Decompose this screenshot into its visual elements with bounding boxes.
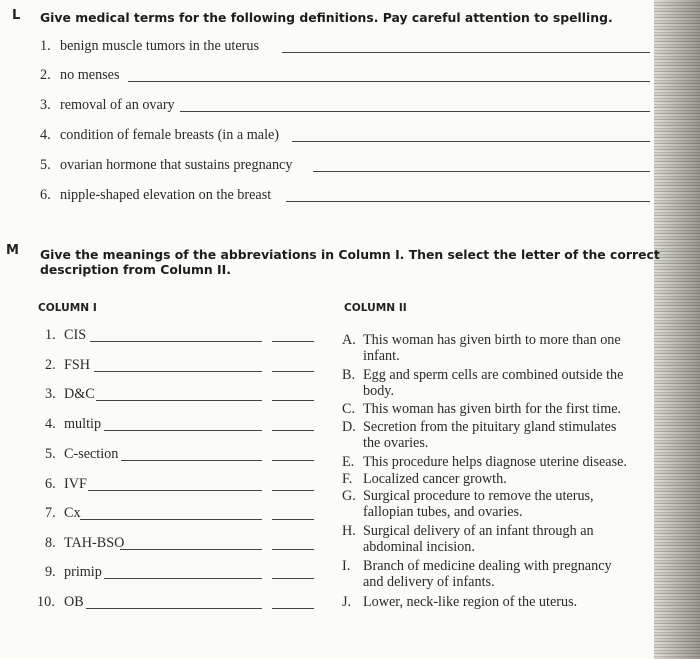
description-line-1: Surgical procedure to remove the uterus, [363, 488, 594, 504]
description-line-1: This procedure helps diagnose uterine disease. [363, 454, 627, 470]
answer-line[interactable] [180, 111, 650, 112]
abbreviation-text: CIS [64, 327, 87, 343]
description-letter: A. [342, 332, 356, 348]
description-letter: D. [342, 419, 356, 435]
abbreviation-text: D&C [64, 386, 95, 402]
meaning-answer-line[interactable] [86, 608, 262, 609]
letter-answer-line[interactable] [272, 341, 314, 342]
section-m-instruction-line2: description from Column II. [40, 262, 231, 277]
section-m-instruction-line1: Give the meanings of the abbreviations in Column I. Then select the letter of the correct [40, 247, 660, 262]
letter-answer-line[interactable] [272, 578, 314, 579]
description-letter: J. [342, 594, 352, 610]
item-number: 4. [40, 127, 51, 143]
letter-answer-line[interactable] [272, 430, 314, 431]
meaning-answer-line[interactable] [104, 430, 262, 431]
description-line-2: infant. [363, 348, 400, 364]
description-line-1: Lower, neck-like region of the uterus. [363, 594, 578, 610]
abbreviation-text: C-section [64, 446, 119, 462]
description-letter: C. [342, 401, 356, 417]
abbreviation-text: FSH [64, 357, 91, 373]
letter-answer-line[interactable] [272, 490, 314, 491]
definition-text: nipple-shaped elevation on the breast [60, 187, 272, 203]
meaning-answer-line[interactable] [94, 371, 262, 372]
definition-text: removal of an ovary [60, 97, 175, 113]
description-line-2: body. [363, 383, 394, 399]
letter-answer-line[interactable] [272, 460, 314, 461]
abbreviation-text: Cx [64, 505, 81, 521]
definition-text: no menses [60, 67, 120, 83]
definition-text: condition of female breasts (in a male) [60, 127, 280, 143]
item-number: 3. [40, 97, 51, 113]
meaning-answer-line[interactable] [120, 549, 262, 550]
description-line-1: This woman has given birth to more than one [363, 332, 621, 348]
answer-line[interactable] [313, 171, 650, 172]
description-line-1: Branch of medicine dealing with pregnancy [363, 558, 612, 574]
description-letter: F. [342, 471, 353, 487]
description-letter: E. [342, 454, 355, 470]
item-number: 7. [45, 505, 56, 521]
meaning-answer-line[interactable] [80, 519, 262, 520]
item-number: 5. [45, 446, 56, 462]
meaning-answer-line[interactable] [96, 400, 262, 401]
item-number: 1. [45, 327, 56, 343]
item-number: 4. [45, 416, 56, 432]
item-number: 6. [45, 476, 56, 492]
item-number: 2. [40, 67, 51, 83]
definition-text: ovarian hormone that sustains pregnancy [60, 157, 293, 173]
answer-line[interactable] [128, 81, 650, 82]
description-line-1: Localized cancer growth. [363, 471, 507, 487]
description-line-2: abdominal incision. [363, 539, 475, 555]
letter-answer-line[interactable] [272, 519, 314, 520]
description-line-1: Egg and sperm cells are combined outside the [363, 367, 624, 383]
letter-answer-line[interactable] [272, 549, 314, 550]
description-line-2: fallopian tubes, and ovaries. [363, 504, 523, 520]
answer-line[interactable] [292, 141, 650, 142]
description-letter: I. [342, 558, 351, 574]
section-m-letter: M [6, 243, 19, 258]
description-line-2: the ovaries. [363, 435, 429, 451]
description-letter: B. [342, 367, 356, 383]
item-number: 2. [45, 357, 56, 373]
item-number: 8. [45, 535, 56, 551]
section-l-instruction: Give medical terms for the following definitions. Pay careful attention to spelling. [40, 10, 613, 25]
meaning-answer-line[interactable] [90, 341, 262, 342]
answer-line[interactable] [282, 52, 650, 53]
description-line-1: Secretion from the pituitary gland stimulates [363, 419, 617, 435]
item-number: 1. [40, 38, 51, 54]
section-l-letter: L [12, 8, 21, 23]
item-number: 3. [45, 386, 56, 402]
item-number: 5. [40, 157, 51, 173]
meaning-answer-line[interactable] [88, 490, 262, 491]
description-line-2: and delivery of infants. [363, 574, 495, 590]
meaning-answer-line[interactable] [121, 460, 262, 461]
abbreviation-text: IVF [64, 476, 87, 492]
answer-line[interactable] [286, 201, 650, 202]
letter-answer-line[interactable] [272, 371, 314, 372]
column-2-header: COLUMN II [344, 302, 407, 314]
item-number: 6. [40, 187, 51, 203]
description-line-1: This woman has given birth for the first time. [363, 401, 622, 417]
abbreviation-text: primip [64, 564, 102, 580]
definition-text: benign muscle tumors in the uterus [60, 38, 259, 54]
abbreviation-text: multip [64, 416, 102, 432]
letter-answer-line[interactable] [272, 400, 314, 401]
description-line-1: Surgical delivery of an infant through an [363, 523, 594, 539]
page-edge-shadow [654, 0, 700, 659]
item-number: 10. [37, 594, 55, 610]
description-letter: H. [342, 523, 356, 539]
abbreviation-text: OB [64, 594, 84, 610]
column-1-header: COLUMN I [38, 302, 97, 314]
abbreviation-text: TAH-BSO [64, 535, 125, 551]
meaning-answer-line[interactable] [104, 578, 262, 579]
letter-answer-line[interactable] [272, 608, 314, 609]
description-letter: G. [342, 488, 356, 504]
item-number: 9. [45, 564, 56, 580]
